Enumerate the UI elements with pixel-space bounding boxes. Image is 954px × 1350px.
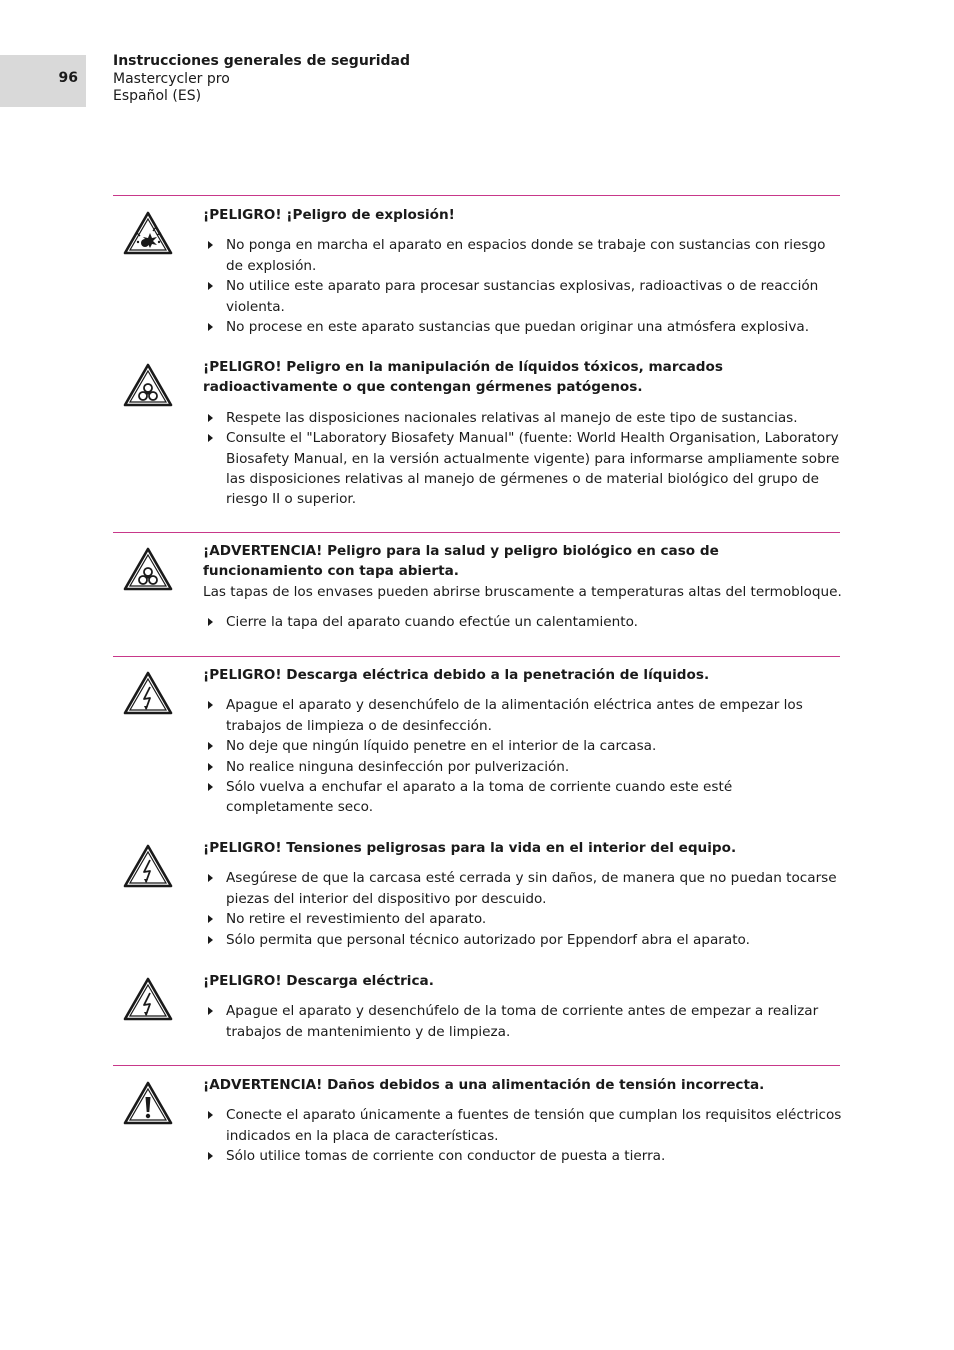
bullet-arrow-icon	[208, 783, 213, 791]
bullet-arrow-icon	[208, 1007, 213, 1015]
warning-title: ¡ADVERTENCIA! Daños debidos a una alimentación de tensión incorrecta.	[203, 1077, 765, 1093]
warning-description: Las tapas de los envases pueden abrirse bruscamente a temperaturas altas del termobloque.	[203, 583, 842, 600]
instruction-text: Apague el aparato y desenchúfelo de la toma de corriente antes de empezar a realizar trabajos de mantenimiento y de limpieza.	[226, 1003, 819, 1040]
section-divider	[113, 195, 840, 196]
instruction-text: No deje que ningún líquido penetre en el interior de la carcasa.	[226, 738, 657, 755]
warning-title: ¡PELIGRO! ¡Peligro de explosión!	[203, 207, 455, 223]
instruction-text: Apague el aparato y desenchúfelo de la alimentación eléctrica antes de empezar los trabajos de limpieza o de desinfección.	[226, 697, 803, 734]
instruction-text: Respete las disposiciones nacionales relativas al manejo de este tipo de sustancias.	[226, 409, 798, 426]
electric-shock-warning-icon	[122, 843, 174, 889]
page-number: 96	[58, 70, 78, 86]
warning-title: ¡PELIGRO! Descarga eléctrica debido a la penetración de líquidos.	[203, 667, 710, 683]
instruction-item	[203, 1001, 843, 1042]
warning-instructions	[203, 408, 843, 510]
instruction-text: No ponga en marcha el aparato en espacios donde se trabaje con sustancias con riesgo de explosión.	[226, 237, 826, 274]
instruction-item	[203, 612, 843, 632]
bullet-arrow-icon	[208, 915, 213, 923]
section-divider	[113, 532, 840, 533]
instruction-item	[203, 930, 843, 950]
warning-content	[203, 205, 843, 337]
warning-content	[203, 665, 843, 818]
bullet-arrow-icon	[208, 434, 213, 442]
section-divider	[113, 1065, 840, 1066]
warning-title: ¡PELIGRO! Tensiones peligrosas para la vida en el interior del equipo.	[203, 840, 737, 856]
instruction-text: Conecte el aparato únicamente a fuentes de tensión que cumplan los requisitos eléctricos indicados en la placa de características.	[226, 1107, 842, 1144]
bullet-arrow-icon	[208, 241, 213, 249]
electric-shock-warning-icon	[122, 976, 174, 1022]
instruction-item	[203, 317, 843, 337]
warning-title: ¡PELIGRO! Peligro en la manipulación de líquidos tóxicos, marcados radioactivamente o que contengan gérmenes patógenos.	[203, 359, 723, 396]
bullet-arrow-icon	[208, 282, 213, 290]
instruction-item	[203, 235, 843, 276]
instruction-text: No realice ninguna desinfección por pulverización.	[226, 758, 570, 775]
electric-shock-warning-icon	[122, 670, 174, 716]
page-number-box	[0, 55, 86, 107]
warning-instructions	[203, 1105, 843, 1166]
instruction-item	[203, 428, 843, 510]
warning-content	[203, 971, 843, 1042]
header-language: Español (ES)	[113, 88, 202, 104]
instruction-item	[203, 909, 843, 929]
instruction-item	[203, 1105, 843, 1146]
warning-instructions	[203, 1001, 843, 1042]
bullet-arrow-icon	[208, 742, 213, 750]
bullet-arrow-icon	[208, 874, 213, 882]
header-title: Instrucciones generales de seguridad	[113, 53, 410, 69]
instruction-text: No utilice este aparato para procesar sustancias explosivas, radioactivas o de reacción violenta.	[226, 278, 819, 315]
instruction-item	[203, 695, 843, 736]
bullet-arrow-icon	[208, 414, 213, 422]
warning-instructions	[203, 868, 843, 950]
page-header	[113, 53, 410, 106]
bullet-arrow-icon	[208, 1111, 213, 1119]
explosion-warning-icon	[122, 210, 174, 256]
instruction-text: Consulte el "Laboratory Biosafety Manual" (fuente: World Health Organisation, Laboratory Biosafety Manual, en la versión actualmente vigente) para informarse ampliamente sobre las disposiciones relativas al manejo de gérmenes o de material biológico del grupo de riesgo II o superior.	[226, 430, 840, 508]
warning-instructions	[203, 612, 843, 632]
bullet-arrow-icon	[208, 618, 213, 626]
instruction-text: Sólo utilice tomas de corriente con conductor de puesta a tierra.	[226, 1148, 666, 1165]
instruction-text: No procese en este aparato sustancias que puedan originar una atmósfera explosiva.	[226, 319, 810, 336]
section-divider	[113, 656, 840, 657]
instruction-item	[203, 408, 843, 428]
biohazard-warning-icon	[122, 546, 174, 592]
header-product: Mastercycler pro	[113, 70, 230, 87]
warning-content	[203, 1075, 843, 1167]
instruction-item	[203, 736, 843, 756]
instruction-item	[203, 276, 843, 317]
warning-title: ¡PELIGRO! Descarga eléctrica.	[203, 973, 434, 989]
warning-title: ¡ADVERTENCIA! Peligro para la salud y peligro biológico en caso de funcionamiento con tapa abierta.	[203, 543, 719, 580]
warning-instructions	[203, 695, 843, 817]
instruction-text: Sólo permita que personal técnico autorizado por Eppendorf abra el aparato.	[226, 931, 750, 948]
warning-content	[203, 838, 843, 950]
warning-instructions	[203, 235, 843, 337]
bullet-arrow-icon	[208, 323, 213, 331]
biohazard-warning-icon	[122, 362, 174, 408]
instruction-text: Asegúrese de que la carcasa esté cerrada y sin daños, de manera que no puedan tocarse piezas del interior del dispositivo por descuido.	[226, 870, 837, 907]
instruction-text: Cierre la tapa del aparato cuando efectúe un calentamiento.	[226, 614, 639, 631]
instruction-text: Sólo vuelva a enchufar el aparato a la toma de corriente cuando este esté completamente seco.	[226, 779, 733, 816]
instruction-item	[203, 777, 843, 818]
bullet-arrow-icon	[208, 701, 213, 709]
instruction-item	[203, 868, 843, 909]
instruction-item	[203, 757, 843, 777]
bullet-arrow-icon	[208, 763, 213, 771]
warning-content	[203, 357, 843, 510]
instruction-text: No retire el revestimiento del aparato.	[226, 911, 487, 928]
general-warning-icon	[122, 1080, 174, 1126]
warning-content	[203, 541, 843, 633]
bullet-arrow-icon	[208, 1152, 213, 1160]
instruction-item	[203, 1146, 843, 1166]
bullet-arrow-icon	[208, 936, 213, 944]
